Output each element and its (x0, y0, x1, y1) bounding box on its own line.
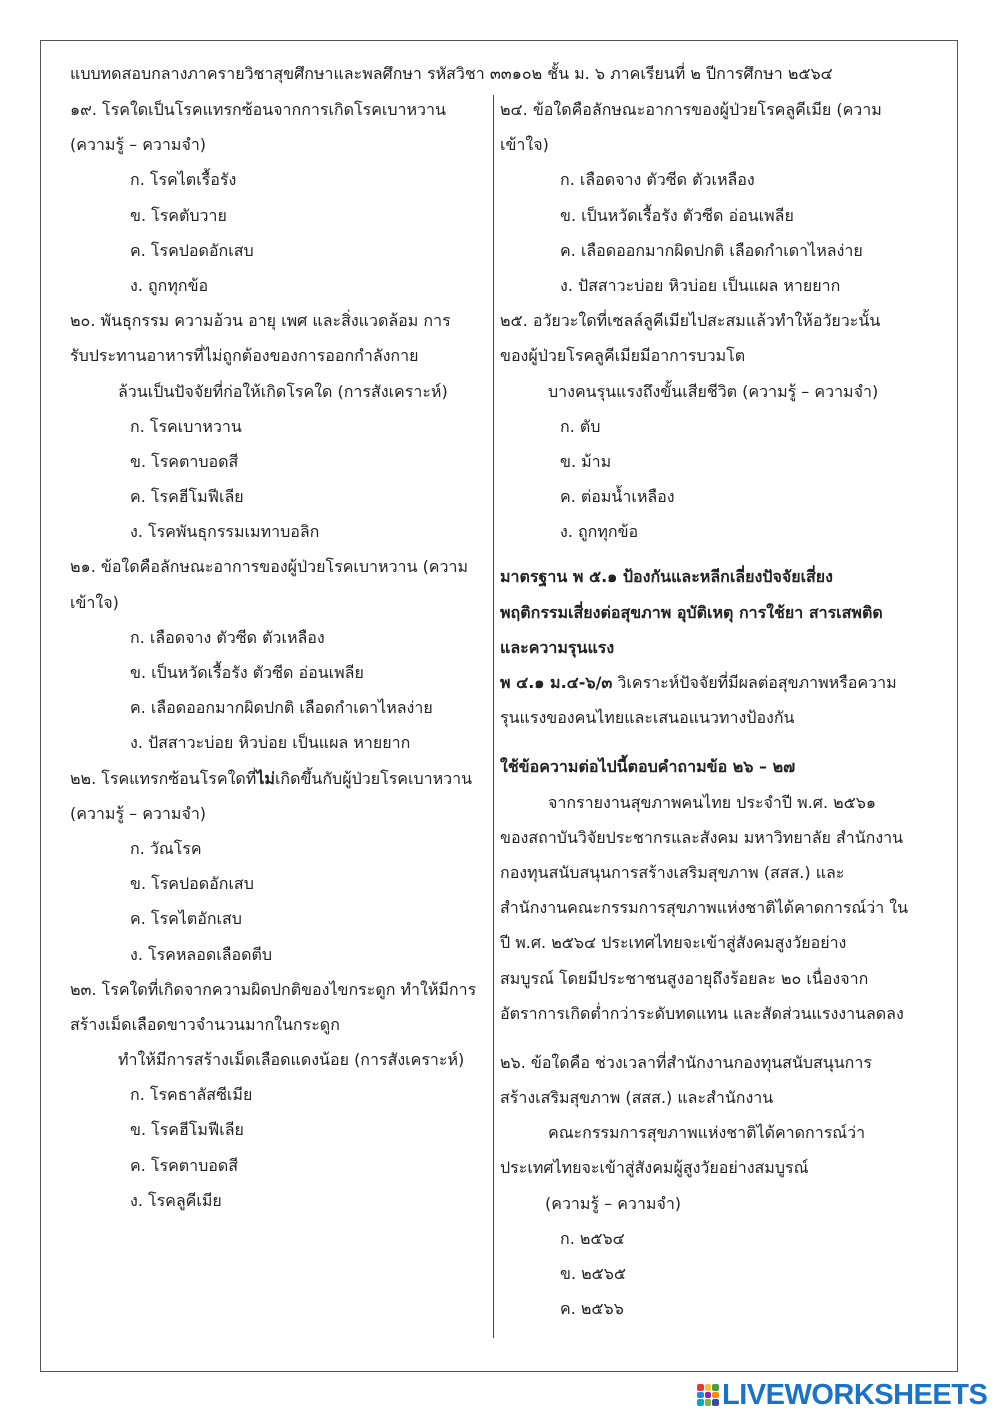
question-26 (500, 1045, 920, 1327)
question-level: (ความรู้ – ความจำ) (70, 135, 207, 155)
question-text-end: เกิดขึ้นกับผู้ป่วยโรคเบาหวาน (274, 768, 473, 788)
choice[interactable]: ง. ถูกทุกข้อ (130, 275, 209, 295)
exam-header: แบบทดสอบกลางภาครายวิชาสุขศึกษาและพลศึกษา รหัสวิชา ๓๓๑๐๒ ชั้น ม. ๖ ภาคเรียนที่ ๒ ปีการศึกษา ๒๕๖๔ (70, 64, 833, 83)
liveworksheets-icon (697, 1384, 719, 1406)
question-22 (70, 761, 485, 972)
choice[interactable]: ค. เลือดออกมากผิดปกติ เลือดกำเดาไหลง่าย (130, 698, 433, 718)
question-level: (ความรู้ – ความจำ) (70, 803, 207, 823)
choice[interactable]: ค. ๒๕๖๖ (560, 1299, 624, 1319)
question-text: สร้างเม็ดเลือดขาวจำนวนมากในกระดูก (70, 1014, 340, 1034)
question-text: ๒๑. ข้อใดคือลักษณะอาการของผู้ป่วยโรคเบาหวาน (ความ (70, 557, 469, 577)
choice[interactable]: ก. โรคเบาหวาน (130, 416, 242, 436)
right-column (500, 92, 920, 1326)
question-text: ๒๓. โรคใดที่เกิดจากความผิดปกติของไขกระดูก ทำให้มีการ (70, 979, 477, 999)
passage-line: กองทุนสนับสนุนการสร้างเสริมสุขภาพ (สสส.) และ (500, 862, 845, 882)
choice[interactable]: ค. โรคปอดอักเสบ (130, 240, 254, 260)
passage-line: ปี พ.ศ. ๒๕๖๔ ประเทศไทยจะเข้าสู่สังคมสูงวัยอย่าง (500, 933, 847, 953)
choice[interactable]: ก. เลือดจาง ตัวซีด ตัวเหลือง (560, 170, 755, 190)
question-text: ๒๔. ข้อใดคือลักษณะอาการของผู้ป่วยโรคลูคีเมีย (ความ (500, 100, 882, 119)
question-21 (70, 549, 485, 760)
standard-title: มาตรฐาน พ ๕.๑ ป้องกันและหลีกเลี่ยงปัจจัยเสี่ยง (500, 567, 833, 587)
question-text: ๑๙. โรคใดเป็นโรคแทรกซ้อนจากการเกิดโรคเบาหวาน (70, 100, 446, 119)
choice[interactable]: ก. ๒๕๖๔ (560, 1228, 625, 1248)
question-text: ๒๖. ข้อใดคือ ช่วงเวลาที่สำนักงานกองทุนสนับสนุนการ (500, 1052, 872, 1072)
question-text: สร้างเสริมสุขภาพ (สสส.) และสำนักงาน (500, 1088, 774, 1108)
choice[interactable]: ค. โรคฮีโมฟีเลีย (130, 487, 244, 507)
indicator-text: รุนแรงของคนไทยและเสนอแนวทางป้องกัน (500, 708, 795, 728)
indicator-text (500, 665, 920, 700)
choice[interactable]: ก. โรคธาลัสซีเมีย (130, 1085, 253, 1105)
choice[interactable]: ง. ปัสสาวะบ่อย หิวบ่อย เป็นแผล หายยาก (560, 275, 841, 295)
passage-title: ใช้ข้อความต่อไปนี้ตอบคำถามข้อ ๒๖ – ๒๗ (500, 757, 796, 777)
choice[interactable]: ข. เป็นหวัดเรื้อรัง ตัวซีด อ่อนเพลีย (560, 205, 794, 225)
choice[interactable]: ข. ม้าม (560, 451, 612, 471)
choice[interactable]: ก. โรคไตเรื้อรัง (130, 170, 237, 190)
choice[interactable]: ข. ๒๕๖๕ (560, 1264, 627, 1283)
passage-line: ของสถาบันวิจัยประชากรและสังคม มหาวิทยาลัย สำนักงาน (500, 827, 904, 847)
choice[interactable]: ง. ถูกทุกข้อ (560, 522, 639, 542)
choice[interactable]: ข. โรคตาบอดสี (130, 451, 239, 471)
standard-block (500, 559, 920, 735)
choice[interactable]: ค. ต่อมน้ำเหลือง (560, 487, 675, 507)
choice[interactable]: ง. โรคลูคีเมีย (130, 1190, 222, 1210)
logo-text: LIVEWORKSHEETS (722, 1378, 988, 1411)
choice[interactable]: ก. เลือดจาง ตัวซีด ตัวเหลือง (130, 627, 325, 647)
left-column (70, 92, 485, 1218)
question-text: รับประทานอาหารที่ไม่ถูกต้องของการออกกำลังกาย (70, 346, 419, 366)
question-text: คณะกรรมการสุขภาพแห่งชาติได้คาดการณ์ว่า (548, 1123, 866, 1143)
choice[interactable]: ข. เป็นหวัดเรื้อรัง ตัวซีด อ่อนเพลีย (130, 663, 364, 682)
liveworksheets-logo[interactable] (697, 1378, 988, 1411)
question-text: ๒๕. อวัยวะใดที่เซลล์ลูคีเมียไปสะสมแล้วทำให้อวัยวะนั้น (500, 311, 881, 331)
choice[interactable]: ก. ตับ (560, 416, 601, 436)
question-20 (70, 303, 485, 549)
passage-line: สำนักงานคณะกรรมการสุขภาพแห่งชาติได้คาดการณ์ว่า ใน (500, 898, 909, 918)
choice[interactable]: ค. โรคไตอักเสบ (130, 909, 242, 929)
question-text-start: ๒๒. โรคแทรกซ้อนโรคใดที่ (70, 768, 257, 788)
question-25 (500, 303, 920, 549)
standard-title: พฤติกรรมเสี่ยงต่อสุขภาพ อุบัติเหตุ การใช้ยา สารเสพติด (500, 602, 883, 622)
indicator-description: วิเคราะห์ปัจจัยที่มีผลต่อสุขภาพหรือความ (612, 673, 897, 692)
question-text: ประเทศไทยจะเข้าสู่สังคมผู้สูงวัยอย่างสมบูรณ์ (500, 1158, 809, 1178)
choice[interactable]: ข. โรคปอดอักเสบ (130, 874, 254, 894)
spacer (500, 735, 920, 749)
question-24 (500, 92, 920, 303)
question-23 (70, 972, 485, 1218)
question-text: ๒๐. พันธุกรรม ความอ้วน อายุ เพศ และสิ่งแวดล้อม การ (70, 311, 451, 331)
question-text: บางคนรุนแรงถึงขั้นเสียชีวิต (ความรู้ – ความจำ) (548, 381, 879, 401)
choice[interactable]: ข. โรคตับวาย (130, 205, 227, 225)
spacer (500, 549, 920, 559)
passage-line: จากรายงานสุขภาพคนไทย ประจำปี พ.ศ. ๒๕๖๑ (548, 792, 877, 812)
negation-emphasis: ไม่ (256, 768, 275, 788)
question-text: ล้วนเป็นปัจจัยที่ก่อให้เกิดโรคใด (การสังเคราะห์) (118, 381, 448, 401)
reading-passage (500, 785, 920, 1031)
passage-line: อัตราการเกิดต่ำกว่าระดับทดแทน และสัดส่วนแรงงานลดลง (500, 1003, 904, 1023)
indicator-code: พ ๔.๑ ม.๔-๖/๓ (500, 673, 613, 692)
choice[interactable]: ง. โรคพันธุกรรมเมทาบอลิก (130, 522, 320, 542)
passage-line: สมบูรณ์ โดยมีประชาชนสูงอายุถึงร้อยละ ๒๐ เนื่องจาก (500, 968, 869, 988)
choice[interactable]: ค. เลือดออกมากผิดปกติ เลือดกำเดาไหลง่าย (560, 240, 863, 260)
choice[interactable]: ง. ปัสสาวะบ่อย หิวบ่อย เป็นแผล หายยาก (130, 733, 411, 753)
question-text: ของผู้ป่วยโรคลูคีเมียมีอาการบวมโต (500, 346, 746, 366)
choice[interactable]: ง. โรคหลอดเลือดตีบ (130, 944, 273, 964)
choice[interactable]: ข. โรคฮีโมฟีเลีย (130, 1120, 244, 1140)
question-level: (ความรู้ – ความจำ) (545, 1193, 682, 1213)
choice[interactable]: ก. วัณโรค (130, 838, 202, 858)
choice[interactable]: ค. โรคตาบอดสี (130, 1155, 239, 1175)
question-text (70, 761, 485, 796)
standard-title: และความรุนแรง (500, 637, 615, 657)
question-19 (70, 92, 485, 303)
column-divider (493, 95, 494, 1338)
question-text: เข้าใจ) (500, 135, 549, 155)
spacer (500, 1031, 920, 1045)
question-text: เข้าใจ) (70, 592, 119, 612)
question-text: ทำให้มีการสร้างเม็ดเลือดแดงน้อย (การสังเคราะห์) (118, 1050, 465, 1070)
